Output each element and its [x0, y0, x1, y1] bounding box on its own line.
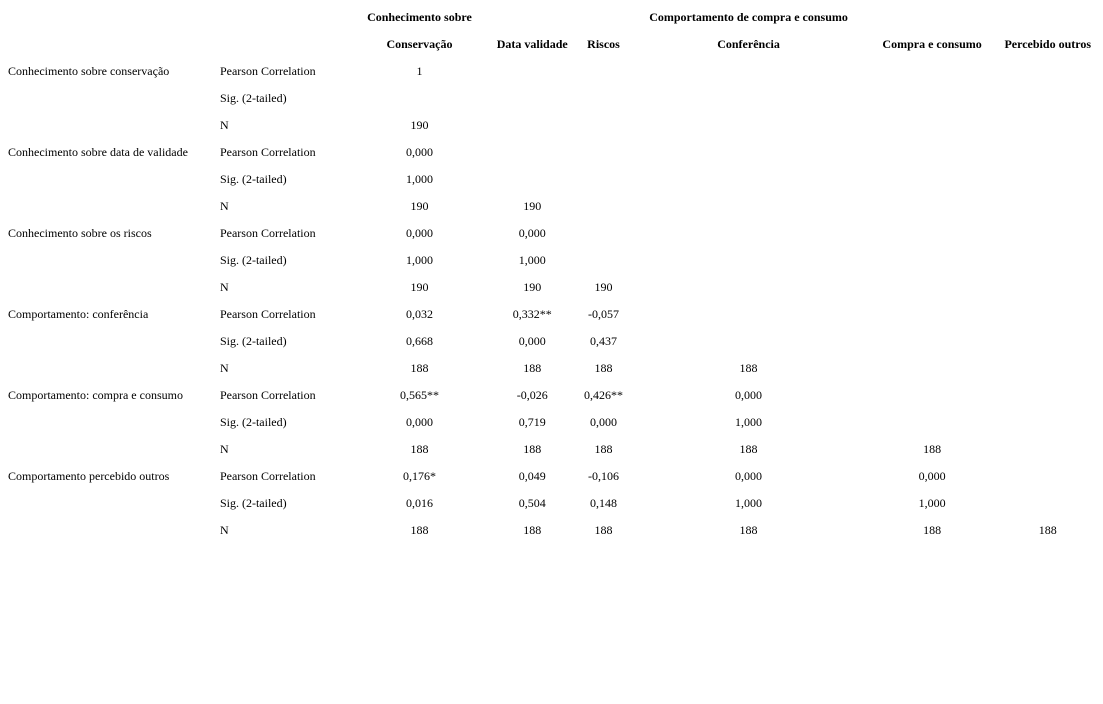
table-cell: [993, 247, 1103, 274]
table-row: [6, 517, 1103, 544]
table-cell: [993, 355, 1103, 382]
table-cell: [625, 58, 871, 85]
table-cell: [625, 301, 871, 328]
table-row: [6, 274, 1103, 301]
table-cell: 0,000: [356, 220, 483, 247]
table-cell: 0,000: [625, 463, 871, 490]
table-cell: 190: [356, 274, 483, 301]
table-cell: 188: [483, 436, 582, 463]
table-cell: [872, 409, 993, 436]
table-cell: 188: [356, 517, 483, 544]
table-cell: 0,000: [356, 139, 483, 166]
table-cell: 1,000: [625, 490, 871, 517]
table-cell: [483, 85, 582, 112]
table-cell: 0,565**: [356, 382, 483, 409]
group-header-knowledge: Conhecimento sobre: [356, 4, 483, 31]
row-label-empty: [6, 247, 218, 274]
table-cell: 1,000: [356, 247, 483, 274]
row-variable-label: Conhecimento sobre data de validade: [6, 139, 218, 166]
statistic-label: Sig. (2-tailed): [218, 85, 356, 112]
table-cell: 0,426**: [582, 382, 626, 409]
table-row: [6, 490, 1103, 517]
statistic-label: Pearson Correlation: [218, 139, 356, 166]
table-cell: [993, 436, 1103, 463]
statistic-label: N: [218, 436, 356, 463]
table-cell: 0,437: [582, 328, 626, 355]
table-cell: [872, 58, 993, 85]
table-cell: [625, 139, 871, 166]
table-row: [6, 85, 1103, 112]
table-cell: 1,000: [872, 490, 993, 517]
table-row: [6, 301, 1103, 328]
table-cell: [582, 58, 626, 85]
table-cell: 188: [625, 517, 871, 544]
spacer-cell: [483, 4, 582, 31]
table-cell: 0,000: [356, 409, 483, 436]
table-cell: 0,000: [582, 409, 626, 436]
table-cell: -0,106: [582, 463, 626, 490]
table-cell: 188: [872, 436, 993, 463]
row-label-empty: [6, 355, 218, 382]
table-row: [6, 463, 1103, 490]
table-cell: 0,016: [356, 490, 483, 517]
table-cell: 190: [356, 193, 483, 220]
table-cell: [582, 193, 626, 220]
row-variable-label: Comportamento: compra e consumo: [6, 382, 218, 409]
table-cell: [993, 85, 1103, 112]
correlation-table: [6, 4, 1103, 544]
row-label-empty: [6, 112, 218, 139]
table-cell: 188: [582, 436, 626, 463]
row-variable-label: Comportamento percebido outros: [6, 463, 218, 490]
table-cell: [872, 220, 993, 247]
row-label-empty: [6, 274, 218, 301]
table-cell: [872, 328, 993, 355]
table-cell: [993, 139, 1103, 166]
table-body: [6, 58, 1103, 544]
corner-cell: [6, 31, 218, 58]
table-cell: 0,000: [483, 328, 582, 355]
table-cell: 0,719: [483, 409, 582, 436]
table-cell: [993, 193, 1103, 220]
column-header-conferencia: Conferência: [625, 31, 871, 58]
statistic-label: Pearson Correlation: [218, 220, 356, 247]
statistic-label: N: [218, 112, 356, 139]
table-cell: [582, 112, 626, 139]
statistic-label: Sig. (2-tailed): [218, 328, 356, 355]
table-cell: [356, 85, 483, 112]
table-row: [6, 58, 1103, 85]
spacer-cell: [993, 4, 1103, 31]
statistic-label: Pearson Correlation: [218, 463, 356, 490]
table-cell: 1: [356, 58, 483, 85]
table-row: [6, 112, 1103, 139]
table-cell: [872, 247, 993, 274]
table-cell: 188: [356, 355, 483, 382]
spacer-cell: [872, 4, 993, 31]
row-variable-label: Conhecimento sobre os riscos: [6, 220, 218, 247]
row-label-empty: [6, 409, 218, 436]
table-row: [6, 382, 1103, 409]
table-cell: [993, 58, 1103, 85]
group-header-behavior: Comportamento de compra e consumo: [625, 4, 871, 31]
table-cell: -0,057: [582, 301, 626, 328]
table-cell: [582, 85, 626, 112]
statistic-label: Sig. (2-tailed): [218, 247, 356, 274]
table-cell: 0,668: [356, 328, 483, 355]
table-row: [6, 193, 1103, 220]
table-cell: 1,000: [625, 409, 871, 436]
table-cell: [625, 166, 871, 193]
row-variable-label: Conhecimento sobre conservação: [6, 58, 218, 85]
table-cell: 190: [356, 112, 483, 139]
table-cell: [993, 490, 1103, 517]
table-cell: [872, 85, 993, 112]
row-label-empty: [6, 328, 218, 355]
table-cell: [872, 166, 993, 193]
table-cell: [993, 166, 1103, 193]
table-row: [6, 409, 1103, 436]
statistic-label: Sig. (2-tailed): [218, 166, 356, 193]
corner-cell: [218, 31, 356, 58]
table-cell: [625, 220, 871, 247]
table-cell: 0,148: [582, 490, 626, 517]
table-row: [6, 220, 1103, 247]
column-header-conservacao: Conservação: [356, 31, 483, 58]
table-cell: 0,049: [483, 463, 582, 490]
table-cell: 1,000: [356, 166, 483, 193]
row-label-empty: [6, 517, 218, 544]
statistic-label: Sig. (2-tailed): [218, 490, 356, 517]
corner-cell: [6, 4, 218, 31]
group-header-row: [6, 4, 1103, 31]
table-cell: [993, 220, 1103, 247]
table-cell: [582, 247, 626, 274]
table-header: [6, 4, 1103, 58]
table-cell: [483, 58, 582, 85]
table-cell: 188: [483, 355, 582, 382]
table-cell: 188: [625, 436, 871, 463]
table-row: [6, 139, 1103, 166]
table-cell: 190: [582, 274, 626, 301]
table-row: [6, 355, 1103, 382]
table-cell: [625, 85, 871, 112]
table-cell: 0,000: [483, 220, 582, 247]
table-row: [6, 436, 1103, 463]
statistic-label: Pearson Correlation: [218, 301, 356, 328]
table-cell: 188: [582, 517, 626, 544]
table-cell: [625, 112, 871, 139]
statistic-label: Sig. (2-tailed): [218, 409, 356, 436]
table-cell: 0,000: [872, 463, 993, 490]
table-cell: [625, 274, 871, 301]
column-header-data-validade: Data validade: [483, 31, 582, 58]
statistic-label: N: [218, 517, 356, 544]
row-label-empty: [6, 436, 218, 463]
table-cell: 1,000: [483, 247, 582, 274]
table-cell: [993, 112, 1103, 139]
table-cell: [625, 247, 871, 274]
table-cell: [993, 328, 1103, 355]
table-cell: [582, 139, 626, 166]
column-header-riscos: Riscos: [582, 31, 626, 58]
table-cell: 188: [872, 517, 993, 544]
table-row: [6, 166, 1103, 193]
table-cell: [483, 112, 582, 139]
table-cell: 188: [993, 517, 1103, 544]
table-cell: [625, 193, 871, 220]
row-label-empty: [6, 166, 218, 193]
table-cell: [582, 166, 626, 193]
table-cell: [993, 409, 1103, 436]
table-cell: [872, 382, 993, 409]
table-cell: [993, 463, 1103, 490]
row-label-empty: [6, 193, 218, 220]
table-cell: -0,026: [483, 382, 582, 409]
table-cell: 188: [356, 436, 483, 463]
table-cell: 188: [582, 355, 626, 382]
spacer-cell: [582, 4, 626, 31]
table-cell: 0,000: [625, 382, 871, 409]
table-cell: 0,032: [356, 301, 483, 328]
row-label-empty: [6, 85, 218, 112]
table-cell: [625, 328, 871, 355]
statistic-label: Pearson Correlation: [218, 58, 356, 85]
table-cell: [993, 274, 1103, 301]
table-cell: [993, 301, 1103, 328]
column-header-row: [6, 31, 1103, 58]
table-cell: 0,176*: [356, 463, 483, 490]
statistic-label: Pearson Correlation: [218, 382, 356, 409]
table-row: [6, 247, 1103, 274]
column-header-percebido-outros: Percebido outros: [993, 31, 1103, 58]
corner-cell: [218, 4, 356, 31]
column-header-compra-consumo: Compra e consumo: [872, 31, 993, 58]
table-cell: [872, 193, 993, 220]
statistic-label: N: [218, 193, 356, 220]
table-row: [6, 328, 1103, 355]
table-cell: 190: [483, 193, 582, 220]
table-cell: [872, 355, 993, 382]
table-cell: 188: [483, 517, 582, 544]
table-cell: [483, 166, 582, 193]
table-cell: 190: [483, 274, 582, 301]
table-cell: [993, 382, 1103, 409]
table-cell: [872, 139, 993, 166]
table-cell: [582, 220, 626, 247]
row-label-empty: [6, 490, 218, 517]
statistic-label: N: [218, 355, 356, 382]
table-cell: [872, 112, 993, 139]
table-cell: 0,332**: [483, 301, 582, 328]
table-cell: [483, 139, 582, 166]
row-variable-label: Comportamento: conferência: [6, 301, 218, 328]
table-cell: [872, 274, 993, 301]
table-cell: [872, 301, 993, 328]
table-cell: 0,504: [483, 490, 582, 517]
statistic-label: N: [218, 274, 356, 301]
table-cell: 188: [625, 355, 871, 382]
